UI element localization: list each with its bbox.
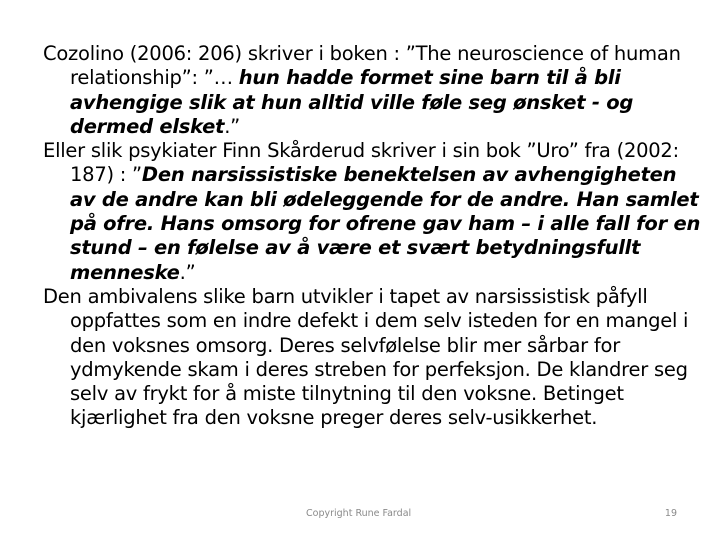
paragraph-skarderud [43, 139, 703, 285]
paragraph-skarderud-quote: Den narsissistiske benektelsen av avhengigheten av de andre kan bli ødeleggende for de andre. Han samlet på ofre. Hans omsorg for ofrene gav ham – i alle fall for en stund – en følelse av å være et svært betydningsfullt menneske [70, 163, 701, 284]
slide-body [43, 42, 703, 431]
paragraph-ambivalens [43, 285, 703, 431]
paragraph-cozolino-closing: .” [224, 114, 240, 138]
paragraph-ambivalens-text: Den ambivalens slike barn utvikler i tapet av narsissistisk påfyll oppfattes som en indre defekt i dem selv isteden for en mangel i den voksnes omsorg. Deres selvfølelse blir mer sårbar for ydmykende skam i deres streben for perfeksjon. De klandrer seg selv av frykt for å miste tilnytning til den voksne. Betinget kjærlighet fra den voksne preger deres selv-usikkerhet. [43, 284, 689, 430]
page-number: 19 [664, 508, 677, 519]
paragraph-skarderud-closing: .” [179, 260, 196, 284]
paragraph-cozolino-intro: Cozolino (2006: 206) skriver i boken : ”The neuroscience of human relationship”: ”… [43, 42, 681, 90]
paragraph-cozolino-quote: hun hadde formet sine barn til å bli avhengige slik at hun alltid ville føle seg ønsket - og dermed elsket [70, 66, 634, 138]
footer-copyright: Copyright Rune Fardal [306, 508, 412, 519]
paragraph-cozolino [43, 42, 703, 139]
paragraph-skarderud-intro: Eller slik psykiater Finn Skårderud skriver i sin bok ”Uro” fra (2002: 187) : ” [43, 139, 679, 187]
